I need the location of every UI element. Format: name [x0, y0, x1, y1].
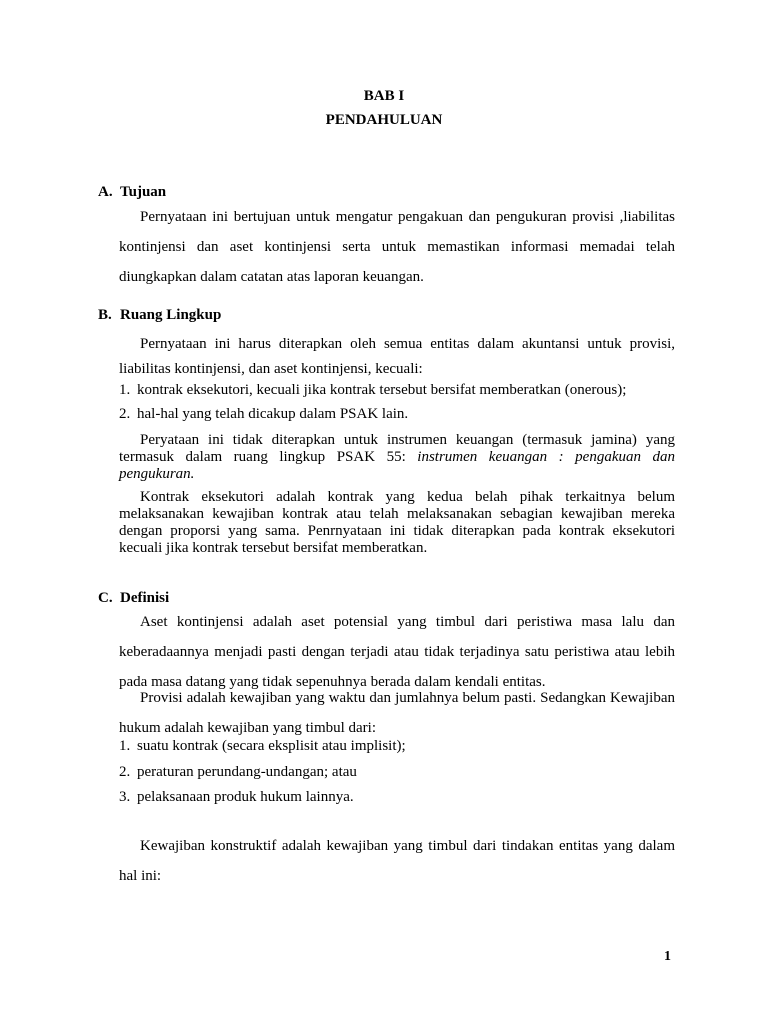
section-b-paragraph-2	[119, 432, 675, 483]
list-text: pelaksanaan produk hukum lainnya.	[137, 789, 354, 805]
list-number: 1.	[119, 738, 131, 754]
section-c-item-1	[119, 738, 675, 755]
list-text: kontrak eksekutori, kecuali jika kontrak tersebut bersifat memberatkan (onerous);	[137, 382, 627, 398]
para-plain-text: Peryataan ini tidak diterapkan untuk instrumen keuangan (termasuk jamina) yang termasuk dalam ruang lingkup PSAK 55:	[119, 432, 675, 465]
list-number: 2.	[119, 764, 131, 780]
section-b-paragraph-3: Kontrak eksekutori adalah kontrak yang kedua belah pihak terkaitnya belum melaksanakan kewajiban kontrak atau telah melaksanakan sebagian kewajiban mereka dengan proporsi yang sama. Penrnyataan ini tidak diterapkan pada kontrak eksekutori kecuali jika kontrak tersebut bersifat memberatkan.	[119, 489, 675, 556]
section-c-paragraph-1: Aset kontinjensi adalah aset potensial yang timbul dari peristiwa masa lalu dan keberadaannya menjadi pasti dengan terjadi atau tidak terjadinya satu peristiwa atau lebih pada masa datang yang tidak sepenuhnya berada dalam kendali entitas.	[119, 614, 675, 690]
section-c-paragraph-2: Provisi adalah kewajiban yang waktu dan jumlahnya belum pasti. Sedangkan Kewajiban hukum adalah kewajiban yang timbul dari:	[119, 690, 675, 736]
section-c-paragraph-3: Kewajiban konstruktif adalah kewajiban yang timbul dari tindakan entitas yang dalam hal ini:	[119, 838, 675, 884]
section-c-item-3	[119, 789, 675, 806]
chapter-label: BAB I	[363, 88, 405, 104]
section-b-item-1	[119, 382, 675, 399]
section-a-heading	[98, 184, 166, 201]
para-italic-text: instrumen keuangan : pengakuan dan pengukuran.	[119, 449, 675, 482]
section-b-letter: B.	[98, 307, 112, 323]
section-c-item-2	[119, 764, 675, 781]
page-number: 1	[664, 949, 671, 964]
section-b-intro: Pernyataan ini harus diterapkan oleh semua entitas dalam akuntansi untuk provisi, liabilitas kontinjensi, dan aset kontinjensi, kecuali:	[119, 336, 675, 377]
list-text: suatu kontrak (secara eksplisit atau implisit);	[137, 738, 406, 754]
section-a-title: Tujuan	[120, 184, 167, 200]
section-c-heading	[98, 590, 169, 607]
section-a-paragraph: Pernyataan ini bertujuan untuk mengatur pengakuan dan pengukuran provisi ,liabilitas kontinjensi dan aset kontinjensi serta untuk memastikan informasi memadai telah diungkapkan dalam catatan atas laporan keuangan.	[119, 209, 675, 285]
section-c-title: Definisi	[120, 590, 170, 606]
list-number: 2.	[119, 406, 131, 422]
list-text: peraturan perundang-undangan; atau	[137, 764, 357, 780]
section-c-letter: C.	[98, 590, 113, 606]
section-b-item-2	[119, 406, 675, 423]
chapter-title: PENDAHULUAN	[325, 112, 443, 128]
section-a-letter: A.	[98, 184, 113, 200]
section-b-title: Ruang Lingkup	[120, 307, 222, 323]
list-number: 1.	[119, 382, 131, 398]
section-b-heading	[98, 307, 221, 324]
list-number: 3.	[119, 789, 131, 805]
list-text: hal-hal yang telah dicakup dalam PSAK lain.	[137, 406, 409, 422]
